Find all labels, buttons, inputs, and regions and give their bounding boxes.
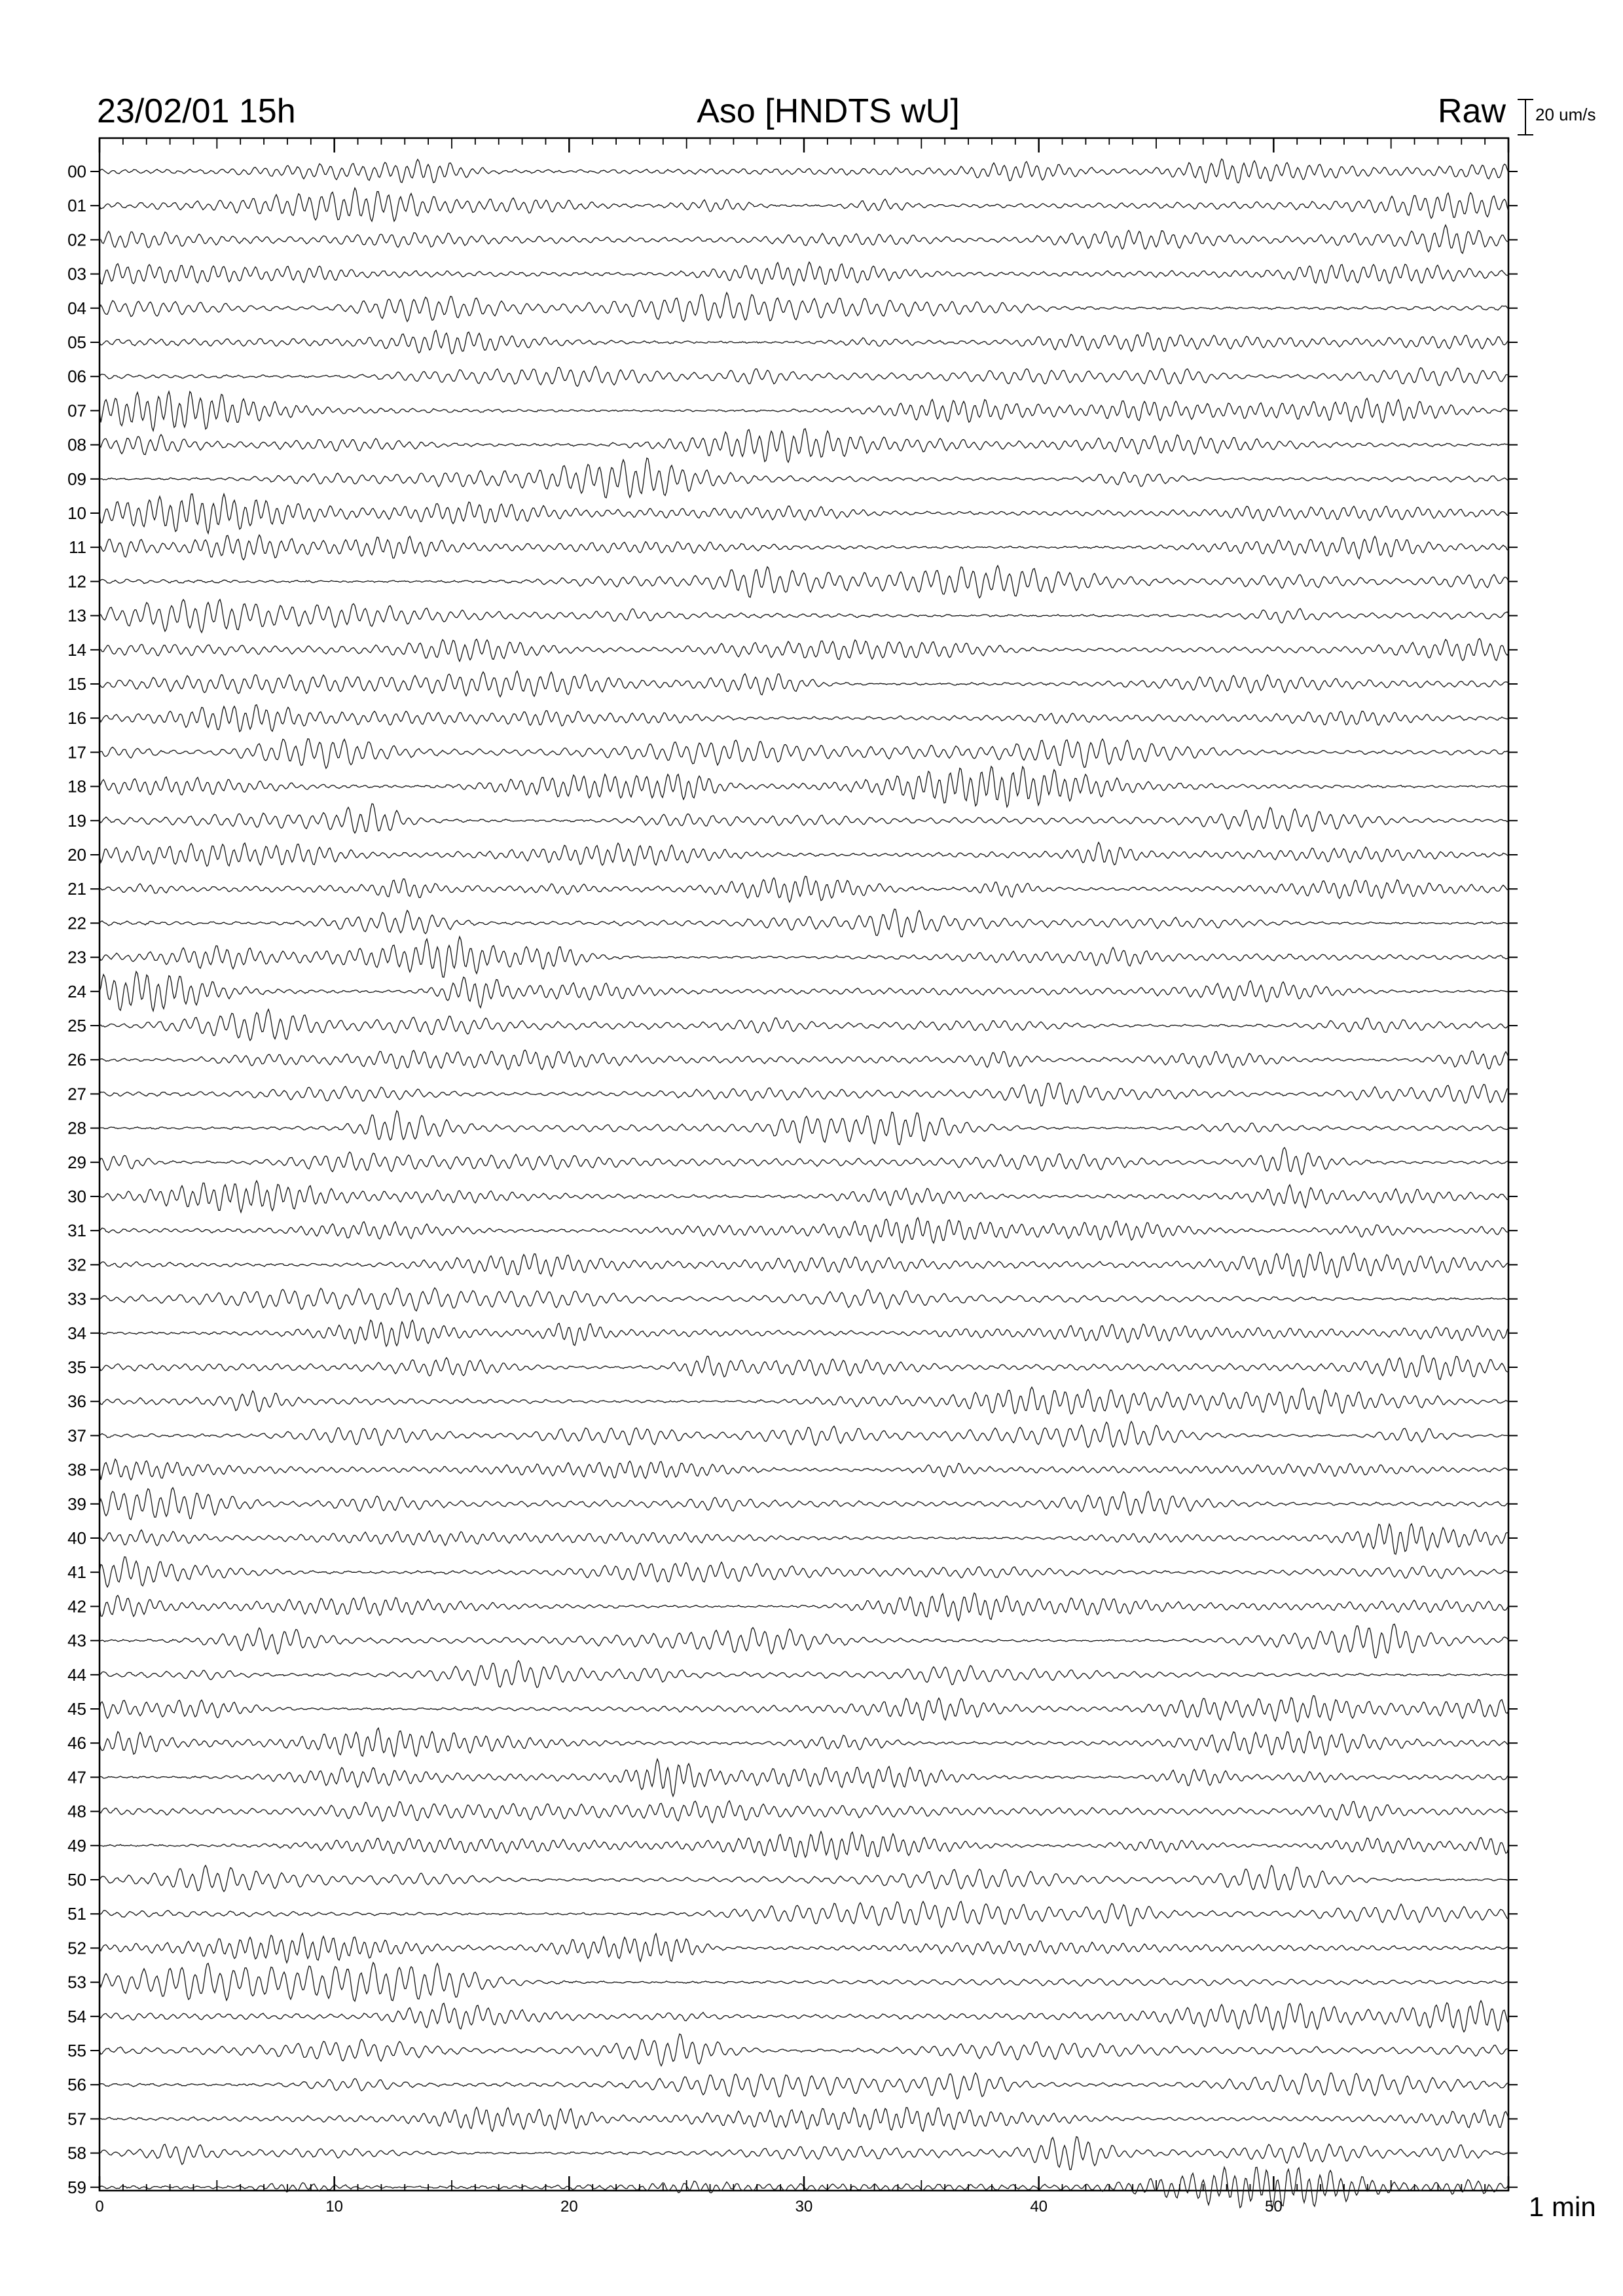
trace-row-38 [100, 1459, 1508, 1480]
trace-row-25 [100, 1009, 1508, 1041]
row-label-17: 17 [67, 742, 86, 762]
trace-row-46 [100, 1728, 1508, 1757]
row-label-03: 03 [67, 264, 86, 284]
trace-row-18 [100, 766, 1508, 807]
row-label-09: 09 [67, 469, 86, 489]
trace-row-15 [100, 671, 1508, 696]
trace-row-32 [100, 1252, 1508, 1278]
trace-row-41 [100, 1557, 1508, 1587]
trace-row-49 [100, 1831, 1508, 1859]
trace-row-58 [100, 2137, 1508, 2170]
trace-row-54 [100, 2001, 1508, 2032]
row-label-35: 35 [67, 1357, 86, 1377]
row-label-27: 27 [67, 1084, 86, 1104]
trace-row-16 [100, 705, 1508, 732]
trace-row-30 [100, 1181, 1508, 1212]
row-label-42: 42 [67, 1596, 86, 1617]
row-label-34: 34 [67, 1323, 86, 1343]
trace-row-52 [100, 1933, 1508, 1963]
record-datetime: 23/02/01 15h [97, 92, 296, 130]
row-label-11: 11 [69, 537, 86, 558]
x-tick-label-10: 10 [325, 2198, 344, 2215]
trace-row-03 [100, 262, 1508, 285]
amplitude-scale-label: 20 um/s [1535, 105, 1596, 124]
row-label-37: 37 [67, 1426, 86, 1446]
row-label-32: 32 [67, 1255, 86, 1275]
trace-row-33 [100, 1288, 1508, 1311]
row-label-39: 39 [67, 1494, 86, 1514]
trace-row-23 [100, 937, 1508, 977]
row-label-43: 43 [67, 1630, 86, 1651]
trace-row-44 [100, 1660, 1508, 1687]
row-label-46: 46 [67, 1733, 86, 1753]
trace-row-21 [100, 876, 1508, 903]
row-label-57: 57 [67, 2109, 86, 2129]
row-label-16: 16 [67, 708, 86, 728]
row-label-58: 58 [67, 2143, 86, 2163]
trace-row-35 [100, 1355, 1508, 1380]
row-label-06: 06 [67, 367, 86, 387]
row-label-29: 29 [67, 1152, 86, 1172]
trace-row-04 [100, 293, 1508, 321]
row-label-05: 05 [67, 332, 86, 352]
row-label-18: 18 [67, 776, 86, 797]
trace-row-10 [100, 494, 1508, 533]
x-tick-label-30: 30 [795, 2198, 813, 2215]
trace-row-43 [100, 1624, 1508, 1658]
amplitude-scale-bar [1518, 99, 1533, 135]
row-label-04: 04 [67, 298, 86, 318]
row-label-49: 49 [67, 1835, 86, 1856]
row-label-47: 47 [67, 1767, 86, 1787]
row-label-51: 51 [67, 1904, 86, 1924]
trace-row-57 [100, 2108, 1508, 2132]
row-label-38: 38 [67, 1460, 86, 1480]
trace-row-42 [100, 1593, 1508, 1621]
trace-row-11 [100, 535, 1508, 560]
row-label-36: 36 [67, 1391, 86, 1412]
trace-row-53 [100, 1963, 1508, 2001]
trace-row-09 [100, 458, 1508, 498]
row-label-41: 41 [67, 1562, 86, 1583]
trace-row-00 [100, 159, 1508, 183]
filter-mode-label: Raw [1437, 92, 1506, 130]
trace-row-20 [100, 842, 1508, 867]
trace-row-26 [100, 1050, 1508, 1069]
trace-row-51 [100, 1901, 1508, 1928]
trace-row-39 [100, 1488, 1508, 1520]
trace-row-05 [100, 331, 1508, 354]
row-label-33: 33 [67, 1289, 86, 1309]
row-label-22: 22 [67, 913, 86, 933]
trace-row-56 [100, 2073, 1508, 2099]
row-label-00: 00 [67, 162, 86, 181]
trace-row-47 [100, 1759, 1508, 1797]
row-label-10: 10 [67, 503, 86, 523]
row-label-56: 56 [67, 2075, 86, 2095]
row-label-31: 31 [67, 1221, 86, 1241]
x-tick-label-0: 0 [95, 2198, 104, 2215]
x-tick-label-40: 40 [1030, 2198, 1048, 2215]
x-axis-unit-label: 1 min [1529, 2191, 1596, 2222]
trace-row-07 [100, 391, 1508, 431]
row-label-12: 12 [67, 571, 86, 592]
row-label-48: 48 [67, 1801, 86, 1821]
row-label-45: 45 [67, 1699, 86, 1719]
trace-row-48 [100, 1801, 1508, 1823]
row-label-28: 28 [67, 1118, 86, 1138]
station-title: Aso [HNDTS wU] [697, 92, 960, 130]
row-label-14: 14 [67, 639, 86, 660]
trace-row-34 [100, 1320, 1508, 1346]
trace-row-17 [100, 739, 1508, 768]
trace-row-50 [100, 1865, 1508, 1892]
x-tick-label-20: 20 [560, 2198, 578, 2215]
trace-row-45 [100, 1696, 1508, 1722]
trace-row-01 [100, 188, 1508, 221]
trace-row-29 [100, 1147, 1508, 1174]
row-label-44: 44 [67, 1664, 86, 1685]
trace-row-37 [100, 1422, 1508, 1448]
row-label-13: 13 [67, 605, 86, 626]
trace-row-27 [100, 1083, 1508, 1106]
row-label-50: 50 [67, 1870, 86, 1890]
trace-row-22 [100, 909, 1508, 937]
row-label-19: 19 [67, 810, 86, 831]
trace-row-28 [100, 1111, 1508, 1145]
row-label-53: 53 [67, 1972, 86, 1992]
trace-row-19 [100, 804, 1508, 833]
row-label-24: 24 [67, 981, 86, 1001]
row-label-07: 07 [67, 401, 86, 421]
trace-row-31 [100, 1218, 1508, 1244]
row-label-54: 54 [67, 2006, 86, 2026]
trace-row-08 [100, 429, 1508, 462]
row-label-30: 30 [67, 1187, 86, 1206]
row-label-25: 25 [67, 1016, 86, 1035]
trace-row-55 [100, 2034, 1508, 2066]
row-label-26: 26 [67, 1050, 86, 1070]
trace-row-12 [100, 565, 1508, 598]
row-label-23: 23 [67, 947, 86, 967]
trace-row-13 [100, 600, 1508, 633]
row-label-01: 01 [67, 196, 86, 216]
row-label-59: 59 [67, 2177, 86, 2197]
trace-row-14 [100, 639, 1508, 662]
row-label-52: 52 [67, 1938, 86, 1958]
trace-row-06 [100, 367, 1508, 387]
trace-row-24 [100, 971, 1508, 1011]
row-label-20: 20 [67, 845, 86, 865]
trace-row-40 [100, 1524, 1508, 1554]
row-label-15: 15 [67, 674, 86, 694]
row-label-08: 08 [67, 435, 86, 455]
row-label-40: 40 [67, 1528, 86, 1548]
trace-row-02 [100, 225, 1508, 253]
x-tick-label-50: 50 [1264, 2198, 1283, 2215]
row-label-55: 55 [67, 2041, 86, 2060]
trace-row-36 [100, 1387, 1508, 1414]
row-label-02: 02 [67, 230, 86, 250]
row-label-21: 21 [67, 879, 86, 899]
